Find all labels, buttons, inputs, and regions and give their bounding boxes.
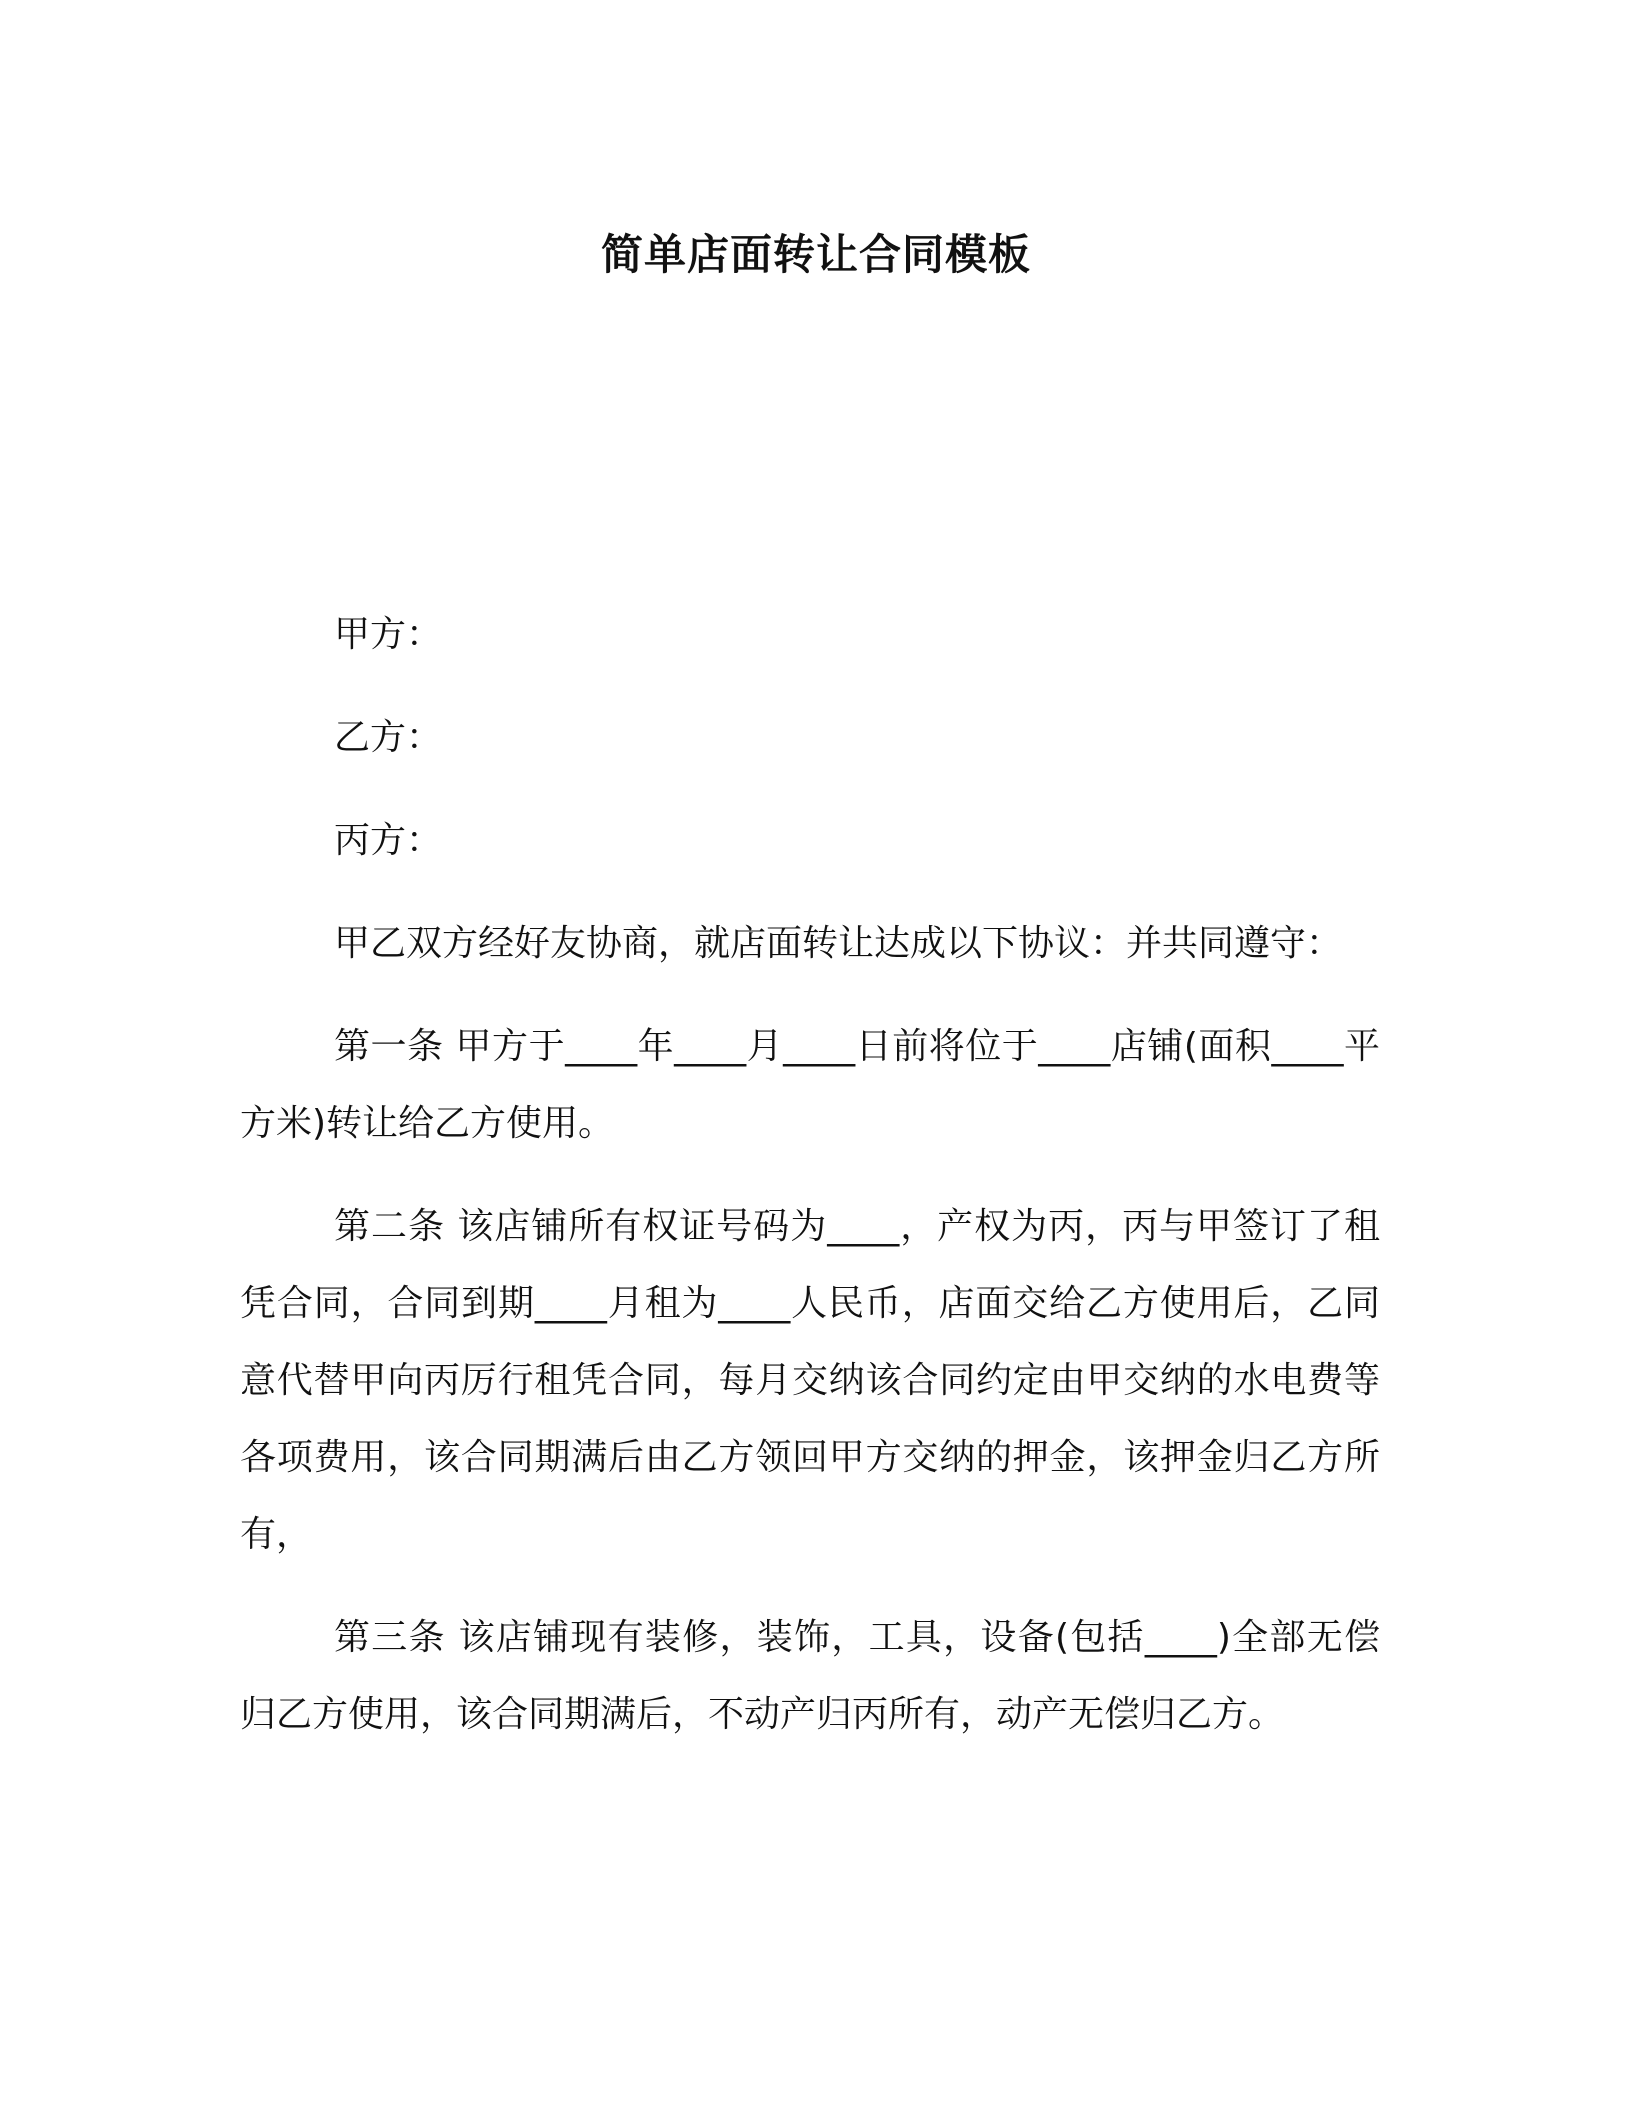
article-1-paragraph: 第一条 甲方于____年____月____日前将位于____店铺(面积____平方米)转让给乙方使用。	[240, 1026, 1380, 1144]
article-2-paragraph: 第二条 该店铺所有权证号码为____，产权为丙，丙与甲签订了租凭合同，合同到期____月租为____人民币，店面交给乙方使用后，乙同意代替甲向丙厉行租凭合同，每月交纳该合同约定由甲交纳的水电费等各项费用，该合同期满后由乙方领回甲方交纳的押金，该押金归乙方所有，	[240, 1206, 1380, 1555]
party-c-label: 丙方：	[334, 820, 443, 861]
intro-paragraph: 甲乙双方经好友协商，就店面转让达成以下协议：并共同遵守：	[334, 923, 1343, 964]
document-body	[240, 596, 1380, 1779]
party-b-label: 乙方：	[334, 717, 443, 758]
party-a-label: 甲方：	[334, 614, 443, 655]
article-3-paragraph: 第三条 该店铺现有装修，装饰，工具，设备(包括____)全部无偿归乙方使用，该合同期满后，不动产归丙所有，动产无偿归乙方。	[240, 1617, 1380, 1735]
document-title: 简单店面转让合同模板	[600, 230, 1031, 279]
